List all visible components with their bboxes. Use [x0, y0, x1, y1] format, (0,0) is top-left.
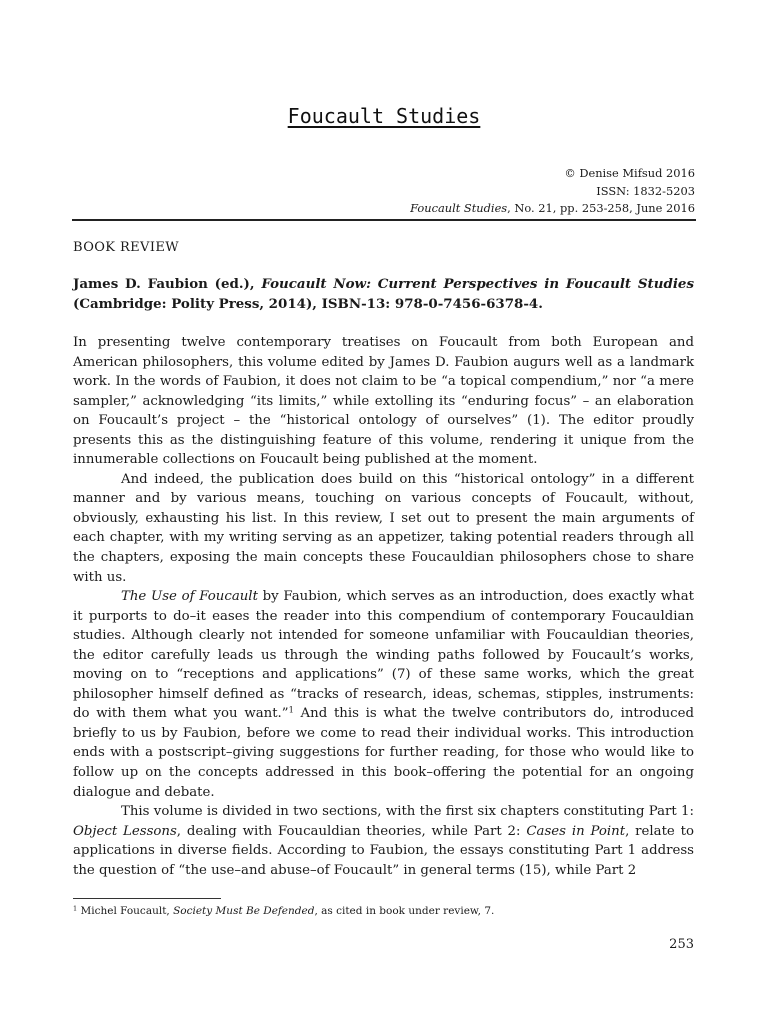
paragraph-4-text-b: , dealing with Foucauldian theories, while Part 2:	[176, 823, 527, 839]
footnote	[73, 904, 494, 918]
part-1-title: Object Lessons	[73, 823, 177, 839]
footnote-text-a: Michel Foucault,	[77, 905, 174, 917]
citation-journal: Foucault Studies	[410, 201, 508, 215]
chapter-title: The Use of Foucault	[121, 589, 258, 605]
paragraph-3-text-a: by Faubion, which serves as an introduction, does exactly what it purports to do–it eases the reader into this compendium of contemporary Foucauldian studies. Although clearly not intended for someone unfamiliar with Foucauldian theories, the editor carefully leads us through the winding paths followed by Foucault’s works, moving on to “receptions and applications” (7) of these same works, which the great philosopher himself defined as “tracks of research, ideas, schemas, stipples, instruments: do with them what you want.”	[73, 589, 694, 722]
part-2-title: Cases in Point	[526, 823, 626, 839]
section-label: BOOK REVIEW	[73, 240, 180, 255]
paragraph-3-text-b: And this is what the twelve contributors do, introduced briefly to us by Faubion, before we come to read their individual works. This introduction ends with a postscript–giving suggestions for further reading, for those who would like to follow up on the concepts addressed in this book–offering the potential for an ongoing dialogue and debate.	[73, 706, 694, 800]
review-heading	[73, 275, 694, 314]
copyright-line: © Denise Mifsud 2016	[564, 166, 695, 180]
citation-line	[410, 199, 695, 217]
paragraph-3	[73, 587, 694, 802]
footnote-ref[interactable]: 1	[288, 704, 294, 715]
journal-title: Foucault Studies	[287, 104, 481, 128]
footnote-book-title: Society Must Be Defended	[173, 905, 315, 917]
footnote-mark: 1	[73, 904, 78, 913]
paragraph-4	[73, 802, 694, 880]
paragraph-4-text-c: , relate to applications in diverse fields. According to Faubion, the essays constituting Part 1 address the question of “the use–and abuse–of Foucault” in general terms (15), while Part 2	[73, 823, 694, 878]
page-number: 253	[669, 937, 694, 952]
footnote-text-b: , as cited in book under review, 7.	[314, 905, 495, 917]
header-rule	[72, 219, 696, 221]
paragraph-2: And indeed, the publication does build on this “historical ontology” in a different manner and by various means, touching on various concepts of Foucault, without, obviously, exhausting his list. In this review, I set out to present the main arguments of each chapter, with my writing serving as an appetizer, taking potential readers through all the chapters, exposing the main concepts these Foucauldian philosophers chose to share with us.	[73, 471, 694, 585]
citation-details: , No. 21, pp. 253-258, June 2016	[507, 201, 695, 215]
paragraph-4-text-a: This volume is divided in two sections, with the first six chapters constituting Part 1:	[121, 804, 694, 820]
issn-line: ISSN: 1832-5203	[596, 184, 695, 198]
review-publication: (Cambridge: Polity Press, 2014), ISBN-13: 978-0-7456-6378-4.	[73, 295, 543, 312]
article-body	[73, 333, 694, 880]
review-book-title: Foucault Now: Current Perspectives in Foucault Studies	[261, 276, 694, 292]
review-author: James D. Faubion (ed.),	[73, 276, 262, 292]
footnote-rule	[73, 898, 221, 899]
paragraph-1: In presenting twelve contemporary treatises on Foucault from both European and American philosophers, this volume edited by James D. Faubion augurs well as a landmark work. In the words of Faubion, it does not claim to be “a topical compendium,” nor “a mere sampler,” acknowledging “its limits,” while extolling its “enduring focus” – an elaboration on Foucault’s project – the “historical ontology of ourselves” (1). The editor proudly presents this as the distinguishing feature of this volume, rendering it unique from the innumerable collections on Foucault being published at the moment.	[73, 335, 694, 468]
